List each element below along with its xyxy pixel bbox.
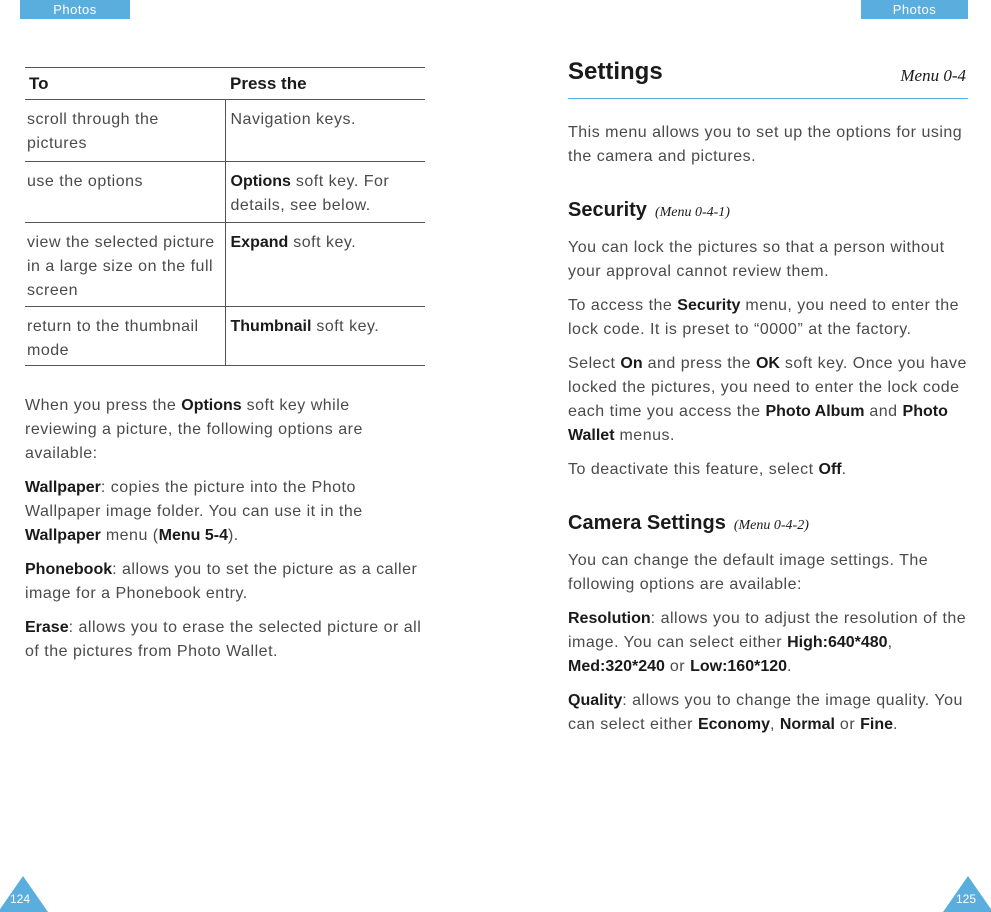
security-p2-text-2: menu, you need to enter the lock code. It is preset to “0000” at the factory. [568,297,960,338]
security-p3-wallet: Photo Wallet [568,403,948,444]
table-row [25,307,425,366]
security-p3-a: Select [568,355,621,372]
security-p4-a: To deactivate this feature, select [568,461,819,478]
security-p3-ok: OK [755,355,780,372]
resolution-or: or [664,658,691,675]
table-cell-to: use the options [25,162,225,223]
quality-or: or [834,716,861,733]
quality-end: . [893,716,898,733]
table-cell-press-text: soft key. [311,318,380,335]
security-p3-c: and press the [642,355,756,372]
table-cell-to: scroll through the pictures [25,100,225,162]
security-p1: You can lock the pictures so that a person without your approval cannot review them. [568,239,945,280]
key-table [25,67,425,366]
security-p3-e: soft key. Once you have locked the pictures, you need to enter the lock code each time you access the [568,355,967,420]
table-cell-press [225,223,425,307]
option-resolution [568,607,968,679]
option-phonebook [25,558,425,606]
right-page [568,58,968,747]
quality-economy: Economy [697,716,770,733]
camera-settings-heading [568,512,968,535]
resolution-high: High:640*480 [787,634,888,651]
table-cell-press [225,162,425,223]
security-p3-on: On [620,355,643,372]
table-cell-press-key: Options [230,173,291,190]
option-wallpaper-menu-num: Menu 5-4 [158,527,228,544]
table-cell-press-key: Expand [230,234,289,251]
table-cell-to: return to the thumbnail mode [25,307,225,366]
option-resolution-text: : allows you to adjust the resolution of the image. You can select either [568,610,967,651]
camera-settings-title: Camera Settings [568,512,726,534]
option-wallpaper-text-3: ). [227,527,239,544]
security-p3-g: and [864,403,903,420]
security-p2-key: Security [677,297,741,314]
security-p3-i: menus. [614,427,675,444]
options-key: Options [181,397,242,414]
table-cell-press [225,307,425,366]
camera-settings-menu: (Menu 0-4-2) [733,518,809,533]
security-p4 [568,458,968,482]
security-p4-c: . [841,461,847,478]
option-erase-text: : allows you to erase the selected picture or all of the pictures from Photo Wallet. [25,619,422,660]
table-header-row [25,68,425,100]
resolution-end: . [787,658,792,675]
option-wallpaper-text: : copies the picture into the Photo Wallpaper image folder. You can use it in the [25,479,363,520]
table-cell-press [225,100,425,162]
option-wallpaper-text-2: menu ( [100,527,159,544]
table-cell-press-text: soft key. [288,234,357,251]
table-cell-press-text: Navigation keys. [230,111,356,128]
resolution-med: Med:320*240 [568,658,665,675]
settings-intro: This menu allows you to set up the options for using the camera and pictures. [568,124,963,165]
table-header-to: To [25,68,225,100]
options-intro-text-2: soft key while reviewing a picture, the following options are available: [25,397,363,462]
option-erase [25,616,425,664]
quality-comma: , [769,716,780,733]
resolution-comma: , [887,634,893,651]
table-cell-press-text: soft key. For details, see below. [230,173,390,214]
quality-normal: Normal [779,716,835,733]
table-header-press: Press the [225,68,425,100]
settings-header [568,58,968,99]
option-quality-term: Quality [568,692,623,709]
security-p2-text: To access the [568,297,678,314]
table-row [25,100,425,162]
options-intro [25,394,425,466]
table-row [25,223,425,307]
table-cell-to: view the selected picture in a large size on the full screen [25,223,225,307]
security-p2 [568,294,968,342]
quality-fine: Fine [860,716,893,733]
page-title-menu: Menu 0-4 [900,66,966,85]
security-p4-off: Off [818,461,842,478]
page-number-right: 125 [956,892,977,906]
security-title: Security [568,199,647,221]
security-menu: (Menu 0-4-1) [654,205,730,220]
options-intro-text: When you press the [25,397,182,414]
option-phonebook-term: Phonebook [25,561,113,578]
section-tab-right: Photos [861,0,968,19]
section-tab-left: Photos [20,0,130,19]
table-row [25,162,425,223]
left-page [25,67,425,674]
option-wallpaper-term: Wallpaper [25,479,101,496]
option-wallpaper [25,476,425,548]
resolution-low: Low:160*120 [690,658,788,675]
option-erase-term: Erase [25,619,69,636]
security-p3-album: Photo Album [765,403,865,420]
option-wallpaper-menu: Wallpaper [25,527,101,544]
option-quality [568,689,968,737]
option-quality-text: : allows you to change the image quality. You can select either [568,692,963,733]
option-resolution-term: Resolution [568,610,651,627]
camera-p1: You can change the default image settings. The following options are available: [568,552,929,593]
security-p3 [568,352,968,448]
page-title: Settings [568,58,663,85]
page-number-left: 124 [10,892,31,906]
table-cell-press-key: Thumbnail [230,318,312,335]
security-heading [568,199,968,222]
option-phonebook-text: : allows you to set the picture as a caller image for a Phonebook entry. [25,561,418,602]
